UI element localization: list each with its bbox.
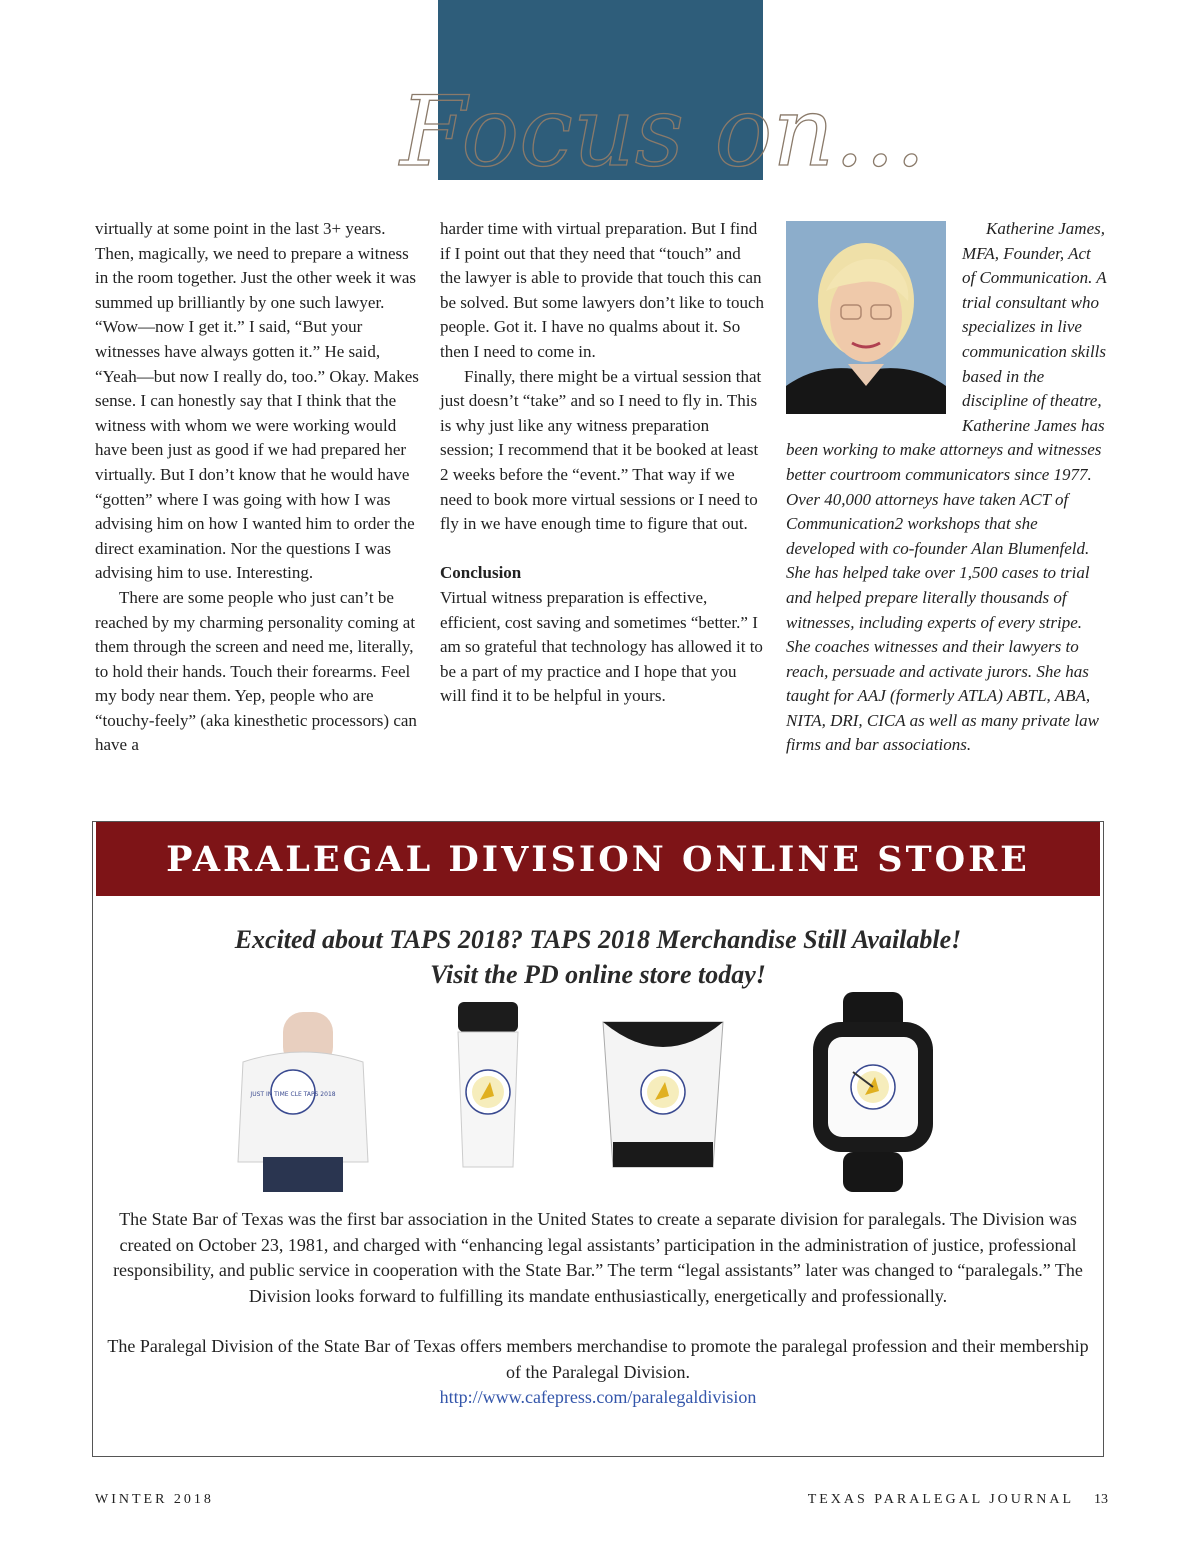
store-paragraph: The State Bar of Texas was the first bar association in the United States to create a separate division for paralegals. The Division was created on October 23, 1981, and charged with “enhancing legal assistants’ participation in the administration of justice, professional responsibility, and public service in cooperation with the State Bar.” The term “legal assistants” later was changed to “paralegals.” The Division looks forward to fulfilling its mandate enthusiastically, energetically and professionally. <box>113 1209 1083 1306</box>
author-photo <box>786 221 946 414</box>
travel-mug-image[interactable] <box>458 1002 518 1167</box>
store-link[interactable]: http://www.cafepress.com/paralegaldivision <box>439 1387 757 1407</box>
article-paragraph: Finally, there might be a virtual session that just doesn’t “take” and so I need to fly in. This is why just like any witness preparation session; I recommend that it be booked at least 2 weeks before the “event.” That way if we need to book more virtual sessions or I need to fly in we have enough time to figure that out. <box>440 366 762 534</box>
footer-journal <box>808 1492 1108 1508</box>
online-store-ad <box>92 821 1104 1457</box>
store-logo-text: JUST IN TIME CLE TAPS 2018 <box>250 1091 336 1098</box>
footer-issue: WINTER 2018 <box>95 1492 214 1507</box>
store-subtitle <box>93 922 1103 992</box>
article-paragraph: virtually at some point in the last 3+ years. Then, magically, we need to prepare a witness in the room together. Just the other week it was summed up brilliantly by one such lawyer. “Wow—now I get it.” I said, “But your witnesses have always gotten it.” He said, “Yeah—but now I really do, too.” Okay. Makes sense. I can honestly say that I think that the witness with whom we were working would have been just as good if we had prepared her virtually. But I don’t know that he would have “gotten” where I was going with how I was advising him on how I wanted him to order the direct examination. Nor the questions I was advising him to use. Interesting. <box>95 219 419 583</box>
merchandise-images[interactable] <box>233 992 933 1192</box>
section-title <box>390 40 926 200</box>
store-subtitle-line: Excited about TAPS 2018? TAPS 2018 Merchandise Still Available! <box>234 925 962 954</box>
article-paragraph: There are some people who just can’t be reached by my charming personality coming at them through the screen and need me, literally, to hold their hands. Touch their forearms. Feel my body near them. Yep, people who are “touchy-feely” (aka kinesthetic processors) can have a <box>95 587 417 755</box>
store-paragraph: The Paralegal Division of the State Bar of Texas offers members merchandise to promote the paralegal profession and their membership of the Paralegal Division. <box>107 1336 1089 1382</box>
bio-text: Katherine James, MFA, Founder, Act of Communication. A trial consultant who specializes in live communication skills based in the discipline of theatre, Katherine James has been working to make attorneys and witnesses better courtroom communicators since 1977. Over 40,000 attorneys have taken ACT of Communication2 workshops that she developed with co-founder Alan Blumenfeld. She has helped take over 1,500 cases to trial and helped prepare literally thousands of witnesses, including experts of every stripe. She coaches witnesses and their lawyers to reach, persuade and activate jurors. She has taught for AAJ (formerly ATLA) ABTL, ABA, NITA, DRI, CICA as well as many private law firms and bar associations. <box>786 219 1107 755</box>
store-subtitle-line: Visit the PD online store today! <box>430 960 766 989</box>
sweatshirt-image[interactable] <box>238 1012 368 1192</box>
conclusion-heading: Conclusion <box>440 563 522 583</box>
page-number: 13 <box>1094 1492 1108 1507</box>
store-banner <box>96 822 1100 896</box>
article-column-1 <box>95 217 425 758</box>
author-bio <box>786 217 1108 758</box>
article-column-2 <box>440 217 765 709</box>
store-banner-title: PARALEGAL DIVISION ONLINE STORE <box>166 838 1030 880</box>
drawstring-bag-image[interactable] <box>603 1022 723 1167</box>
footer-journal-name: TEXAS PARALEGAL JOURNAL <box>807 1492 1074 1507</box>
conclusion-paragraph: Virtual witness preparation is effective, efficient, cost saving and sometimes “better.” I am so grateful that technology has allowed it to be a part of my practice and I hope that you will find it to be helpful in yours. <box>440 587 763 706</box>
store-description <box>103 1207 1093 1411</box>
wristwatch-image[interactable] <box>813 992 933 1192</box>
section-title-text: Focus on... <box>400 76 926 188</box>
article-paragraph: harder time with virtual preparation. But I find if I point out that they need that “touch” and the lawyer is able to provide that touch this can be solved. But some lawyers don’t like to touch people. Got it. I have no qualms about it. So then I need to come in. <box>440 219 765 361</box>
